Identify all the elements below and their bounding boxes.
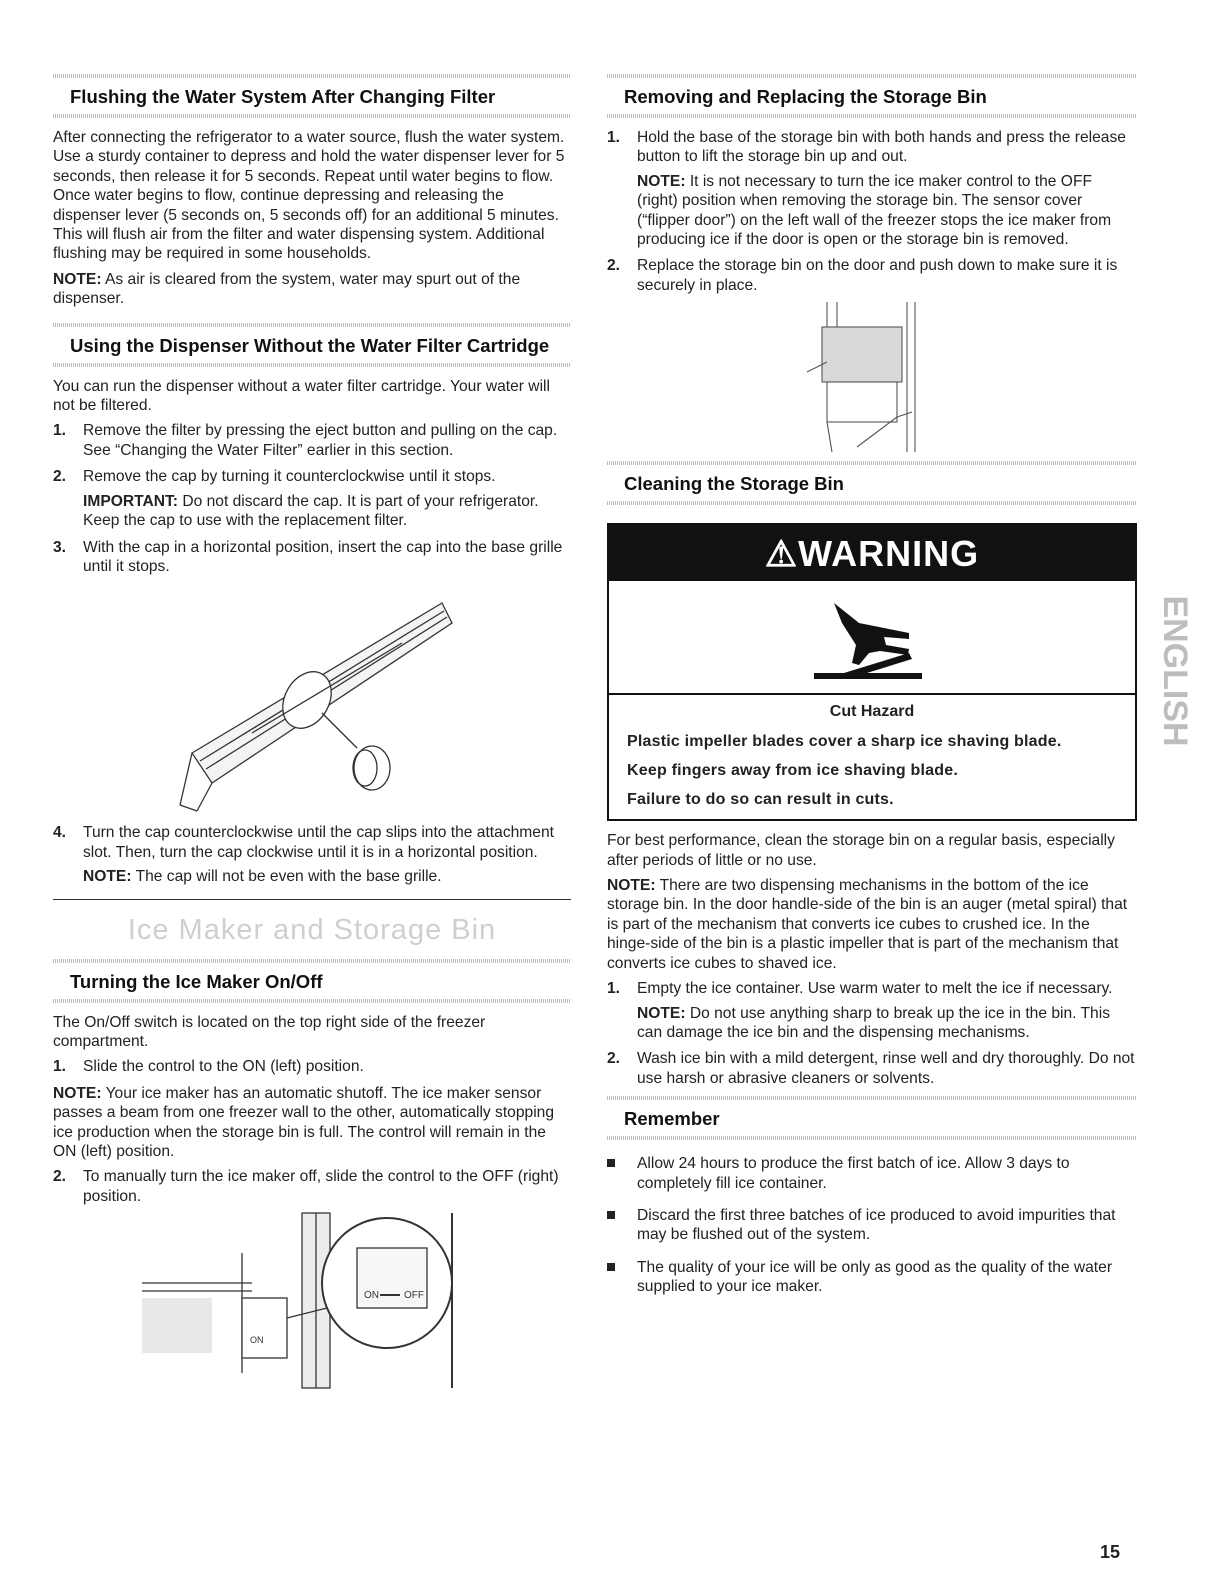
bullet-square-icon — [607, 1159, 615, 1167]
flushing-note: NOTE: As air is cleared from the system, water may spurt out of the dispenser. — [53, 270, 521, 308]
list-item: The quality of your ice will be only as good as the quality of the water supplied to your ice maker. — [607, 1258, 1137, 1297]
step-item: 1. Remove the filter by pressing the eject button and pulling on the cap. See “Changing the Water Filter” earlier in this section. — [53, 422, 558, 459]
warning-line: Keep fingers away from ice shaving blade. — [627, 762, 958, 780]
dispenser-heading: Using the Dispenser Without the Water Filter Cartridge — [70, 334, 550, 356]
switch-off-text: OFF — [404, 1290, 424, 1302]
step-item: 2. To manually turn the ice maker off, slide the control to the OFF (right) position. — [53, 1168, 559, 1205]
section-rule — [607, 501, 1137, 505]
divider — [53, 899, 571, 900]
dispenser-intro: You can run the dispenser without a water filter cartridge. Your water will not be filtered. — [53, 377, 550, 415]
step-item: 1. Hold the base of the storage bin with both hands and press the release button to lift the storage bin up and out. NOTE: It is not necessary to turn the ice maker control to the OFF (right) position when removing the storage bin. The sensor cover (“flipper door”) on the left wall of the freezer stops the ice maker from producing ice if the door is open or the storage bin is removed. — [607, 128, 1137, 249]
flushing-heading: Flushing the Water System After Changing Filter — [70, 86, 496, 107]
turning-note: NOTE: Your ice maker has an automatic shutoff. The ice maker sensor passes a beam from one freezer wall to the other, automatically stopping ice production when the storage bin is full. The control will remain in the ON (left) position. — [53, 1084, 555, 1160]
step-note: NOTE: It is not necessary to turn the ice maker control to the OFF (right) position when removing the storage bin. The sensor cover (“flipper door”) on the left wall of the freezer stops the ice maker from producing ice if the door is open or the storage bin is removed. — [637, 172, 1112, 249]
step-note: IMPORTANT: Do not discard the cap. It is part of your refrigerator. Keep the cap to use with the replacement filter. — [83, 492, 539, 530]
switch-on-label: ON — [250, 1335, 264, 1346]
section-title: Ice Maker and Storage Bin — [127, 913, 497, 946]
warning-body — [609, 695, 1135, 819]
cleaning-steps — [607, 979, 1137, 1088]
left-column — [53, 70, 571, 1388]
turning-intro: The On/Off switch is located on the top right side of the freezer compartment. — [53, 1013, 486, 1050]
page-number: 15 — [1100, 1542, 1121, 1562]
removing-heading: Removing and Replacing the Storage Bin — [624, 86, 987, 107]
right-column — [607, 70, 1137, 1310]
step-item: 1. Slide the control to the ON (left) position. — [53, 1058, 364, 1076]
bullet-square-icon — [607, 1211, 615, 1219]
warning-box — [607, 523, 1137, 821]
step-item: 2. Wash ice bin with a mild detergent, rinse well and dry thoroughly. Do not use harsh or abrasive cleaners or solvents. — [607, 1050, 1135, 1087]
removing-steps — [607, 128, 1137, 295]
hazard-title: Cut Hazard — [829, 703, 915, 721]
language-side-tab — [1156, 566, 1195, 776]
list-item: Discard the first three batches of ice produced to avoid impurities that may be flushed out of the system. — [607, 1206, 1137, 1245]
turning-steps — [53, 1057, 571, 1076]
cleaning-intro: For best performance, clean the storage bin on a regular basis, especially after periods of little or no use. — [607, 832, 1115, 869]
remember-list — [607, 1154, 1137, 1296]
list-item: Allow 24 hours to produce the first batch of ice. Allow 3 days to completely fill ice container. — [607, 1154, 1137, 1193]
cleaning-note: NOTE: There are two dispensing mechanisms in the bottom of the ice storage bin. In the door handle-side of the bin is an auger (metal spiral) that is part of the mechanism that converts ice cubes to crushed ice. In the hinge-side of the bin is a plastic impeller that is part of the mechanism that converts ice cubes to shaved ice. — [607, 877, 1128, 972]
cleaning-heading: Cleaning the Storage Bin — [624, 473, 844, 495]
warning-triangle-icon: ⚠ — [764, 533, 799, 575]
switch-on-text: ON — [364, 1290, 379, 1302]
ice-maker-switch-illustration — [142, 1213, 482, 1388]
filter-cap-illustration — [152, 583, 472, 823]
step-note: NOTE: Do not use anything sharp to break up the ice in the bin. This can damage the ice bin and the dispensing mechanisms. — [637, 1004, 1110, 1041]
step-item: 2. Replace the storage bin on the door and push down to make sure it is securely in place. — [607, 257, 1118, 294]
turning-heading: Turning the Ice Maker On/Off — [70, 970, 323, 992]
dispenser-steps-cont — [53, 823, 571, 886]
warning-line: Plastic impeller blades cover a sharp ice shaving blade. — [627, 733, 1062, 751]
warning-header: ⚠WARNING — [609, 525, 1135, 581]
remember-heading: Remember — [624, 1108, 720, 1130]
flushing-body: After connecting the refrigerator to a water source, flush the water system. Use a sturdy container to depress and hold the water dispenser lever for 5 seconds, then release it for 5 seconds. Repeat until water begins to flow. Once water begins to flow, continue depressing and releasing the dispenser lever (5 seconds on, 5 seconds off) for an additional 5 minutes. This will flush air from the filter and water dispensing system. Additional flushing may be required in some households. — [53, 129, 565, 263]
step-note: NOTE: The cap will not be even with the base grille. — [83, 868, 442, 886]
dispenser-steps — [53, 421, 571, 576]
storage-bin-illustration — [797, 302, 947, 457]
step-item: 4. Turn the cap counterclockwise until the cap slips into the attachment slot. Then, turn the cap clockwise until it is in a horizontal position. NOTE: The cap will not be even with the base grille. — [53, 823, 571, 886]
warning-line: Failure to do so can result in cuts. — [627, 791, 894, 809]
bullet-square-icon — [607, 1263, 615, 1271]
side-tab-label: ENGLISH — [1156, 595, 1195, 747]
cut-hazard-icon — [814, 593, 924, 683]
step-item: 1. Empty the ice container. Use warm water to melt the ice if necessary. NOTE: Do not use anything sharp to break up the ice in the bin. This can damage the ice bin and the dispensing mechanisms. — [607, 979, 1137, 1042]
cut-hazard-area — [609, 581, 1135, 695]
step-item: 3. With the cap in a horizontal position, insert the cap into the base grille until it stops. — [53, 538, 563, 575]
turning-steps-2 — [53, 1167, 571, 1206]
step-item: 2. Remove the cap by turning it counterclockwise until it stops. IMPORTANT: Do not discard the cap. It is part of your refrigerator. Keep the cap to use with the replacement filter. — [53, 467, 571, 530]
